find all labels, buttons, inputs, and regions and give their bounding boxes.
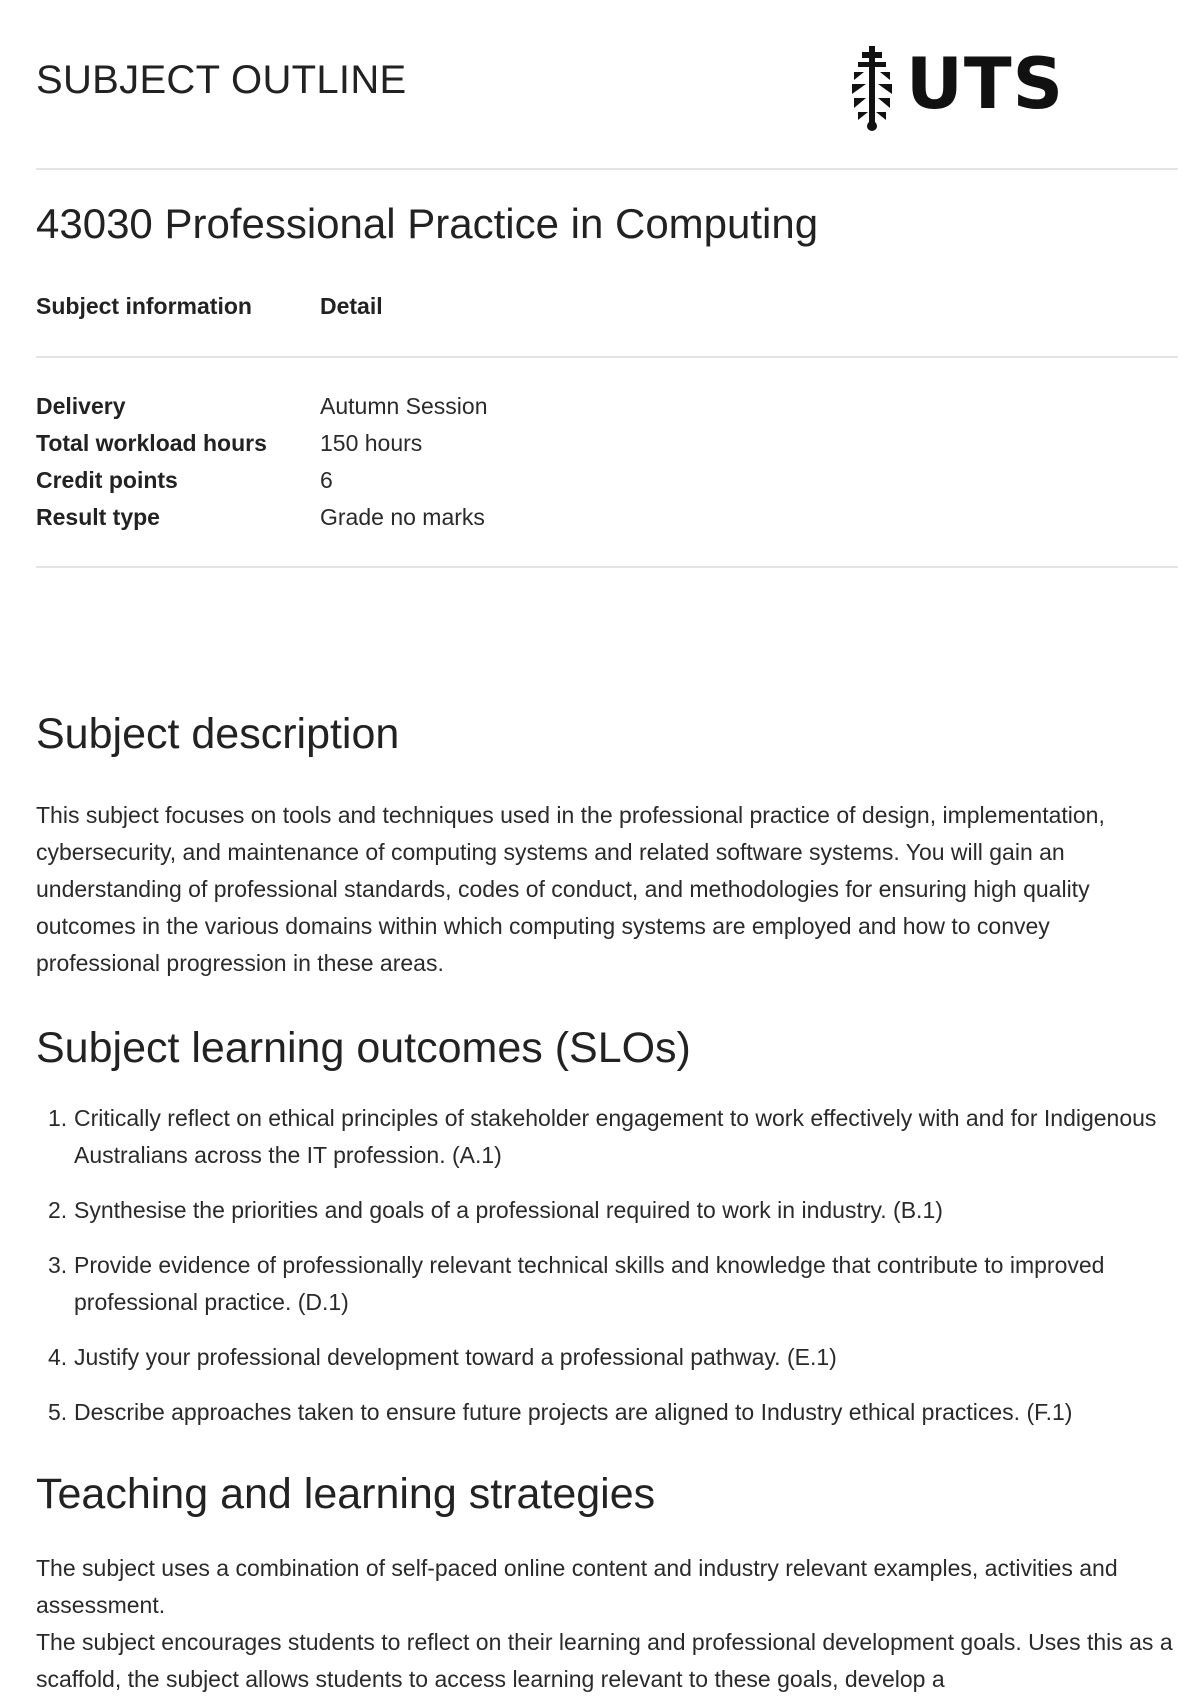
info-label: Result type — [36, 504, 160, 530]
list-item-number: 3. — [48, 1252, 68, 1278]
list-item-text: Critically reflect on ethical principles of stakeholder engagement to work effectively with and for Indigenous Australians across the IT profession. (A.1) — [74, 1105, 1157, 1168]
info-label: Credit points — [36, 467, 178, 493]
uts-logo-wordmark: UTS — [906, 43, 1065, 125]
info-label: Total workload hours — [36, 430, 267, 456]
info-header-label: Subject information — [36, 293, 252, 319]
info-label: Delivery — [36, 393, 126, 419]
list-item-number: 1. — [48, 1105, 68, 1131]
list-item — [36, 1192, 1176, 1229]
teaching-para-2: The subject encourages students to reflect on their learning and professional development goals. Uses this as a scaffold, the subject allows students to access learning relevant to these goals, develop a — [36, 1629, 1173, 1692]
page-header — [36, 43, 1178, 125]
list-item-text: Justify your professional development toward a professional pathway. (E.1) — [74, 1344, 837, 1370]
info-value: 150 hours — [320, 430, 423, 456]
info-value: 6 — [320, 467, 333, 493]
info-row-credit-points — [36, 462, 1178, 499]
info-row-delivery — [36, 388, 1178, 425]
list-item — [36, 1100, 1176, 1174]
info-table-header — [36, 288, 1178, 325]
divider — [36, 566, 1178, 568]
uts-logo — [842, 42, 1065, 132]
description-body: This subject focuses on tools and techniques used in the professional practice of design, implementation, cybersecurity, and maintenance of computing systems and related software systems. You will gain an understanding of professional standards, codes of conduct, and methodologies for ensuring high quality outcomes in the various domains within which computing systems are employed and how to convey professional progression in these areas. — [36, 802, 1105, 976]
slos-heading: Subject learning outcomes (SLOs) — [36, 1024, 691, 1072]
list-item-text: Synthesise the priorities and goals of a professional required to work in industry. (B.1) — [74, 1197, 943, 1223]
list-item-number: 2. — [48, 1197, 68, 1223]
list-item-number: 5. — [48, 1399, 68, 1425]
list-item-number: 4. — [48, 1344, 68, 1370]
subject-info-rows — [36, 388, 1178, 536]
uts-crest-icon — [842, 42, 902, 132]
description-heading: Subject description — [36, 710, 400, 758]
info-row-workload — [36, 425, 1178, 462]
slos-list — [36, 1100, 1176, 1449]
info-row-result-type — [36, 499, 1178, 536]
subject-info-table — [36, 288, 1178, 325]
list-item-text: Describe approaches taken to ensure future projects are aligned to Industry ethical practices. (F.1) — [74, 1399, 1073, 1425]
document-type-title: SUBJECT OUTLINE — [36, 58, 407, 102]
info-header-value: Detail — [320, 293, 383, 319]
list-item-text: Provide evidence of professionally relevant technical skills and knowledge that contribute to improved professional practice. (D.1) — [74, 1252, 1105, 1315]
teaching-para-1: The subject uses a combination of self-paced online content and industry relevant examples, activities and assessment. — [36, 1555, 1118, 1618]
list-item — [36, 1339, 1176, 1376]
list-item — [36, 1247, 1176, 1321]
info-value: Autumn Session — [320, 393, 488, 419]
info-value: Grade no marks — [320, 504, 485, 530]
teaching-heading: Teaching and learning strategies — [36, 1470, 656, 1518]
divider — [36, 168, 1178, 170]
subject-title: 43030 Professional Practice in Computing — [36, 200, 819, 247]
list-item — [36, 1394, 1176, 1431]
divider — [36, 356, 1178, 358]
